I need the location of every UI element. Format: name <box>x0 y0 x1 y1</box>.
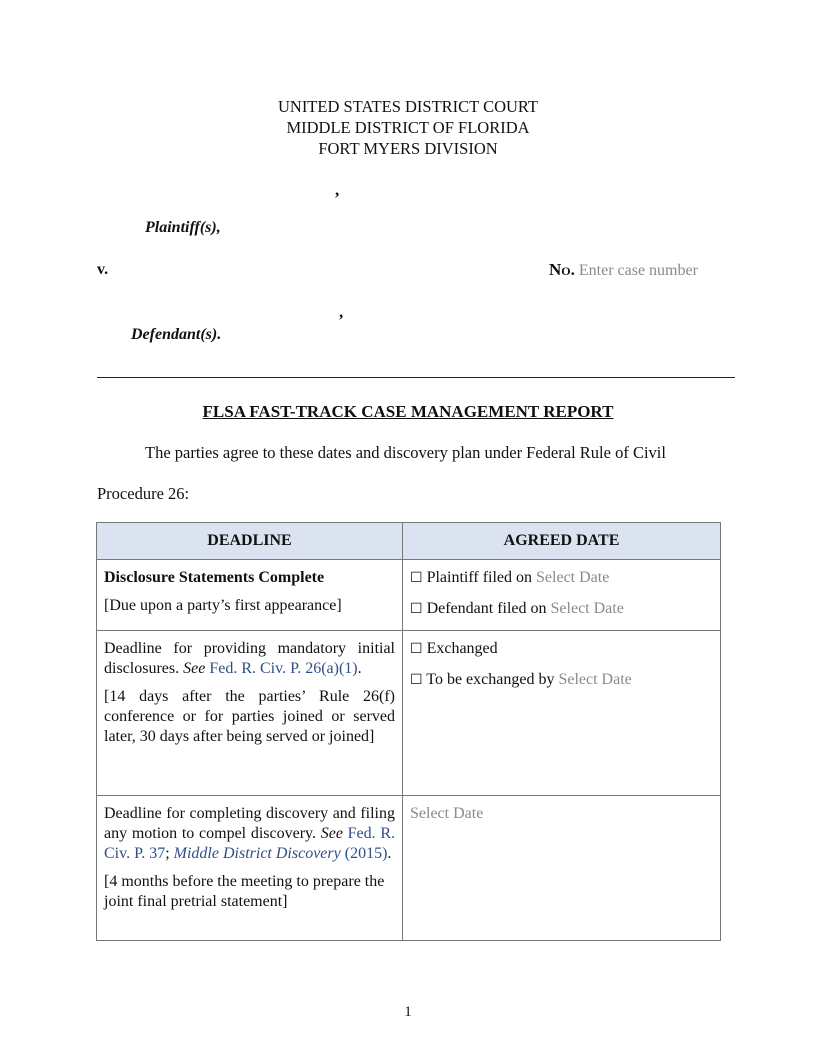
date-picker-placeholder[interactable]: Select Date <box>550 600 624 617</box>
see-signal: See <box>183 660 206 677</box>
deadline-cell <box>97 560 403 631</box>
checkbox-icon[interactable]: ☐ <box>410 601 423 617</box>
caption-divider <box>97 377 735 378</box>
case-number-placeholder[interactable]: Enter case number <box>578 262 698 279</box>
rule-link[interactable]: Fed. R. Civ. P. 37 <box>104 825 396 862</box>
date-picker-placeholder[interactable]: Select Date <box>410 805 484 822</box>
agreed-date-cell <box>403 631 721 796</box>
table-row <box>97 796 721 941</box>
plaintiff-name-comma: , <box>335 180 340 199</box>
versus-label: v. <box>97 261 109 278</box>
deadline-text: Deadline for completing discovery and filing any motion to compel discovery. See Fed. R. Civ. P. 37; Middle District Discovery (2015). <box>104 805 396 862</box>
to-be-exchanged-option[interactable] <box>410 670 713 690</box>
court-district: MIDDLE DISTRICT OF FLORIDA <box>286 118 530 137</box>
plaintiff-label: Plaintiff(s), <box>145 219 221 236</box>
plaintiff-filed-option[interactable] <box>410 568 713 588</box>
defendant-filed-option[interactable] <box>410 599 713 619</box>
defendant-label: Defendant(s). <box>131 326 222 343</box>
date-picker-placeholder[interactable]: Select Date <box>536 569 610 586</box>
court-name: UNITED STATES DISTRICT COURT <box>277 97 538 116</box>
case-number-field[interactable] <box>549 260 698 280</box>
agreed-date-cell <box>403 560 721 631</box>
deadline-text: Deadline for providing mandatory initial disclosures. See Fed. R. Civ. P. 26(a)(1). <box>104 640 395 677</box>
table-row <box>97 560 721 631</box>
option-label: To be exchanged by <box>426 671 555 688</box>
table-header-row <box>97 523 721 560</box>
court-division: FORT MYERS DIVISION <box>318 139 498 158</box>
page-number: 1 <box>404 1004 412 1020</box>
case-number-label: No. <box>549 260 575 279</box>
exchanged-option[interactable] <box>410 639 713 659</box>
defendant-name-comma: , <box>339 302 344 321</box>
deadline-title: Disclosure Statements Complete <box>104 569 325 586</box>
header-deadline: DEADLINE <box>97 523 403 560</box>
deadline-cell <box>97 631 403 796</box>
option-label: Exchanged <box>426 640 498 657</box>
deadline-note: [Due upon a party’s first appearance] <box>104 597 342 614</box>
checkbox-icon[interactable]: ☐ <box>410 570 423 586</box>
deadlines-table <box>96 522 721 941</box>
checkbox-icon[interactable]: ☐ <box>410 672 423 688</box>
intro-line-1: The parties agree to these dates and discovery plan under Federal Rule of Civil <box>145 443 666 462</box>
agreed-date-cell <box>403 796 721 941</box>
deadline-cell <box>97 796 403 941</box>
checkbox-icon[interactable]: ☐ <box>410 641 423 657</box>
intro-line-2: Procedure 26: <box>97 484 190 503</box>
court-heading <box>0 96 816 159</box>
header-agreed-date: AGREED DATE <box>403 523 721 560</box>
table-row <box>97 631 721 796</box>
discovery-handbook-link[interactable]: Middle District Discovery (2015) <box>173 845 388 862</box>
deadline-note: [14 days after the parties’ Rule 26(f) conference or for parties joined or served later, 30 days after being served or joined] <box>104 688 395 745</box>
report-title: FLSA FAST-TRACK CASE MANAGEMENT REPORT <box>202 402 614 421</box>
date-picker-placeholder[interactable]: Select Date <box>558 671 632 688</box>
deadline-note: [4 months before the meeting to prepare the joint final pretrial statement] <box>104 873 385 910</box>
option-label: Defendant filed on <box>426 600 547 617</box>
see-signal: See <box>320 825 343 842</box>
option-label: Plaintiff filed on <box>426 569 533 586</box>
rule-link[interactable]: Fed. R. Civ. P. 26(a)(1) <box>209 660 358 677</box>
